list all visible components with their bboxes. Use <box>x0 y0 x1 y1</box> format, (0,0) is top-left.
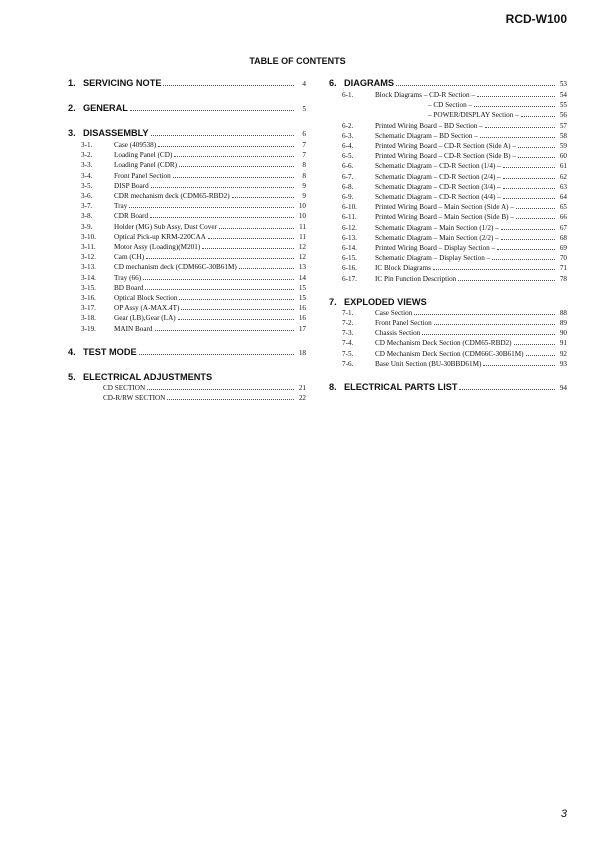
toc-entry[interactable] <box>68 273 306 283</box>
toc-entry[interactable] <box>68 242 306 252</box>
entry-number: 6-5. <box>342 152 354 161</box>
entry-title: Printed Wiring Board – CD-R Section (Side B) – <box>375 152 516 161</box>
entry-number: 3-1. <box>81 141 93 149</box>
entry-number: 3-19. <box>81 324 96 333</box>
entry-title: Schematic Diagram – Main Section (1/2) – <box>375 223 499 232</box>
section-title: DISASSEMBLY <box>83 128 149 138</box>
toc-entry[interactable] <box>329 263 567 273</box>
dot-leader <box>503 162 555 168</box>
entry-title: CD Mechanism Deck Section (CDM66C-30B61M) <box>375 349 524 358</box>
entry-title: – POWER/DISPLAY Section – <box>428 111 519 120</box>
section-title: GENERAL <box>83 103 128 113</box>
entry-page: 58 <box>559 131 567 140</box>
entry-page: 57 <box>559 121 567 130</box>
entry-page: 60 <box>559 152 567 161</box>
dot-leader <box>150 212 294 218</box>
entry-title: Motor Assy (Loading)(M201) <box>114 243 201 252</box>
section-number: 1. <box>68 78 76 88</box>
dot-leader <box>516 203 555 209</box>
entry-title: Gear (LB),Gear (LA) <box>114 314 176 323</box>
section-number: 7. <box>329 296 337 307</box>
entry-title: Printed Wiring Board – BD Section – <box>375 121 483 130</box>
dot-leader <box>151 182 294 188</box>
toc-right-column <box>329 78 567 407</box>
entry-number: 3-5. <box>81 181 93 190</box>
toc-entry[interactable] <box>329 308 567 318</box>
dot-leader <box>434 319 555 325</box>
entry-title: Schematic Diagram – Display Section – <box>375 254 491 263</box>
toc-entry[interactable] <box>329 243 567 253</box>
entry-number: 3-10. <box>81 232 96 241</box>
toc-entry[interactable] <box>329 202 567 212</box>
entry-page: 63 <box>559 182 567 191</box>
entry-title: Base Unit Section (BU-30BBD61M) <box>375 359 482 368</box>
entry-number: 7-4. <box>342 339 354 348</box>
entry-number: 6-2. <box>342 121 354 130</box>
toc-entry[interactable] <box>329 223 567 233</box>
toc-section-heading[interactable] <box>68 103 306 115</box>
dot-leader <box>239 263 294 269</box>
entry-number: 3-14. <box>81 273 96 282</box>
toc-section <box>68 128 306 334</box>
section-page: 4 <box>302 80 306 88</box>
entry-number: 6-4. <box>342 142 354 151</box>
toc-section-heading[interactable] <box>329 297 567 308</box>
toc-entry[interactable] <box>329 182 567 192</box>
toc-entry[interactable] <box>68 211 306 221</box>
dot-leader <box>503 183 555 189</box>
entry-page: 12 <box>298 253 306 262</box>
entry-page: 61 <box>559 162 567 171</box>
entry-page: 7 <box>302 151 306 160</box>
entry-page: 9 <box>302 181 306 190</box>
entry-number: 3-16. <box>81 294 96 303</box>
page-title: TABLE OF CONTENTS <box>249 56 346 66</box>
entry-title: BD Board <box>114 283 144 292</box>
dot-leader <box>163 79 294 86</box>
entry-title: CDR mechanism deck (CDM65-RBD2) <box>114 192 230 201</box>
entry-page: 22 <box>298 394 306 403</box>
entry-number: 3-17. <box>81 304 96 313</box>
toc-entry[interactable] <box>68 150 306 160</box>
dot-leader <box>518 152 555 158</box>
entry-title: Optical Pick-up KRM-220CAA <box>114 232 206 241</box>
entry-number: 6-16. <box>342 264 357 273</box>
dot-leader <box>179 161 294 167</box>
entry-page: 16 <box>298 314 306 323</box>
toc-section <box>68 78 306 90</box>
entry-page: 91 <box>559 339 567 348</box>
dot-leader <box>129 202 294 208</box>
entry-page: 88 <box>559 308 567 317</box>
toc-section <box>329 297 567 369</box>
section-title: EXPLODED VIEWS <box>344 296 427 307</box>
entry-title: CD SECTION <box>103 383 146 392</box>
section-title: ELECTRICAL PARTS LIST <box>344 382 458 393</box>
entry-title: CD Mechanism Deck Section (CDM65-RBD2) <box>375 339 512 348</box>
entry-title: Cam (CH) <box>114 253 145 262</box>
entry-page: 56 <box>559 111 567 120</box>
dot-leader <box>485 122 555 128</box>
entry-title: Printed Wiring Board – Main Section (Side A) – <box>375 203 514 212</box>
entry-title: CDR Board <box>114 212 149 221</box>
toc-section <box>68 372 306 403</box>
dot-leader <box>179 294 294 300</box>
toc-entry[interactable] <box>329 328 567 338</box>
entry-page: 71 <box>559 264 567 273</box>
dot-leader <box>458 275 555 281</box>
page-number: 3 <box>560 808 567 820</box>
entry-number: 3-12. <box>81 253 96 262</box>
entry-title: CD-R/RW SECTION <box>103 394 166 403</box>
dot-leader <box>459 383 555 390</box>
toc-section-heading[interactable] <box>68 347 306 359</box>
entry-page: 9 <box>302 192 306 201</box>
entry-title: MAIN Board <box>114 324 153 333</box>
entry-page: 8 <box>302 161 306 170</box>
toc-entry[interactable] <box>329 253 567 263</box>
toc-entry[interactable] <box>68 160 306 170</box>
entry-page: 66 <box>559 213 567 222</box>
entry-title: Printed Wiring Board – CD-R Section (Side A) – <box>375 142 516 151</box>
toc-entry[interactable] <box>329 121 567 131</box>
entry-number: 6-8. <box>342 182 354 191</box>
dot-leader <box>422 329 555 335</box>
entry-title: Holder (MG) Sub Assy, Dust Cover <box>114 222 217 231</box>
dot-leader <box>181 304 294 310</box>
dot-leader <box>139 348 294 355</box>
toc-entry[interactable] <box>329 233 567 243</box>
entry-page: 21 <box>298 383 306 392</box>
section-number: 6. <box>329 78 337 88</box>
section-page: 6 <box>302 130 306 138</box>
entry-title: Tray <box>114 202 128 211</box>
toc-section-heading[interactable] <box>68 372 306 383</box>
entry-number: 3-8. <box>81 212 93 221</box>
entry-page: 17 <box>298 324 306 333</box>
toc-entry[interactable] <box>68 171 306 181</box>
entry-title: Block Diagrams – CD-R Section – <box>375 91 476 99</box>
toc-entry[interactable] <box>68 181 306 191</box>
section-title: TEST MODE <box>83 346 137 357</box>
entry-page: 65 <box>559 203 567 212</box>
section-number: 5. <box>68 371 76 382</box>
entry-title: Case (409538) <box>114 141 157 149</box>
entry-page: 15 <box>298 294 306 303</box>
entry-number: 6-7. <box>342 172 354 181</box>
dot-leader <box>497 244 555 250</box>
entry-title: Tray (66) <box>114 273 142 282</box>
entry-page: 78 <box>559 274 567 283</box>
dot-leader <box>480 132 555 138</box>
toc-entry[interactable] <box>329 100 567 110</box>
entry-number: 3-13. <box>81 263 96 272</box>
entry-number: 6-14. <box>342 244 357 253</box>
entry-title: Schematic Diagram – CD-R Section (2/4) – <box>375 172 501 181</box>
section-title: SERVICING NOTE <box>83 78 162 88</box>
entry-page: 68 <box>559 233 567 242</box>
entry-page: 15 <box>298 283 306 292</box>
entry-number: 3-2. <box>81 151 93 160</box>
dot-leader <box>151 129 294 136</box>
section-number: 4. <box>68 346 76 357</box>
entry-page: 70 <box>559 254 567 263</box>
entry-page: 10 <box>298 202 306 211</box>
dot-leader <box>501 234 555 240</box>
toc-section <box>68 347 306 359</box>
dot-leader <box>167 394 294 400</box>
section-number: 3. <box>68 128 76 138</box>
toc-entry[interactable] <box>68 303 306 313</box>
dot-leader <box>208 233 294 239</box>
toc-entry[interactable] <box>329 318 567 328</box>
entry-title: IC Block Diagrams <box>375 264 431 273</box>
toc-entry[interactable] <box>68 191 306 201</box>
dot-leader <box>146 253 294 259</box>
section-page: 5 <box>302 105 306 113</box>
dot-leader <box>518 142 555 148</box>
entry-title: DISP Board <box>114 181 149 190</box>
model-name: RCD-W100 <box>505 12 567 26</box>
toc-section <box>68 103 306 115</box>
entry-page: 55 <box>559 101 567 110</box>
toc-entry[interactable] <box>329 131 567 141</box>
entry-title: Optical Block Section <box>114 294 178 303</box>
entry-number: 6-15. <box>342 254 357 263</box>
dot-leader <box>143 274 294 280</box>
entry-number: 6-10. <box>342 203 357 212</box>
section-page: 94 <box>559 384 567 393</box>
entry-page: 54 <box>559 91 567 99</box>
toc-entry[interactable] <box>329 90 567 100</box>
entry-title: Schematic Diagram – CD-R Section (3/4) – <box>375 182 501 191</box>
entry-number: 3-6. <box>81 192 93 201</box>
dot-leader <box>503 193 555 199</box>
toc-entry[interactable] <box>68 201 306 211</box>
entry-number: 6-9. <box>342 193 354 202</box>
entry-page: 69 <box>559 244 567 253</box>
dot-leader <box>521 111 555 117</box>
entry-number: 7-3. <box>342 329 354 338</box>
entry-number: 7-6. <box>342 359 354 368</box>
dot-leader <box>173 172 294 178</box>
dot-leader <box>219 223 294 229</box>
toc-entry[interactable] <box>329 151 567 161</box>
entry-number: 6-3. <box>342 131 354 140</box>
dot-leader <box>503 173 555 179</box>
dot-leader <box>158 141 294 147</box>
entry-page: 62 <box>559 172 567 181</box>
entry-title: Schematic Diagram – CD-R Section (4/4) – <box>375 193 501 202</box>
entry-number: 3-18. <box>81 314 96 323</box>
entry-number: 3-11. <box>81 243 96 252</box>
toc-entry[interactable] <box>68 313 306 323</box>
toc-entry[interactable] <box>68 383 306 393</box>
dot-leader <box>147 384 294 390</box>
toc-entry[interactable] <box>68 324 306 334</box>
toc-section <box>329 382 567 394</box>
toc-section-heading[interactable] <box>329 78 567 90</box>
entry-page: 67 <box>559 223 567 232</box>
toc-entry[interactable] <box>68 283 306 293</box>
entry-number: 6-6. <box>342 162 354 171</box>
entry-number: 3-9. <box>81 222 93 231</box>
entry-page: 16 <box>298 304 306 313</box>
section-title: DIAGRAMS <box>344 78 395 88</box>
dot-leader <box>483 360 555 366</box>
section-title: ELECTRICAL ADJUSTMENTS <box>83 371 213 382</box>
entry-number: 6-13. <box>342 233 357 242</box>
entry-page: 8 <box>302 171 306 180</box>
entry-title: Schematic Diagram – BD Section – <box>375 131 478 140</box>
entry-number: 3-4. <box>81 171 93 180</box>
entry-page: 11 <box>299 222 306 231</box>
entry-title: Front Panel Section <box>375 319 432 328</box>
section-page: 18 <box>298 348 306 357</box>
section-number: 2. <box>68 103 76 113</box>
dot-leader <box>396 79 555 86</box>
dot-leader <box>474 101 555 107</box>
entry-title: Printed Wiring Board – Main Section (Side B) – <box>375 213 514 222</box>
entry-page: 89 <box>559 319 567 328</box>
entry-page: 7 <box>302 141 306 149</box>
entry-page: 13 <box>298 263 306 272</box>
dot-leader <box>178 314 294 320</box>
toc-section-heading[interactable] <box>329 382 567 394</box>
toc-entry[interactable] <box>68 252 306 262</box>
toc-entry[interactable] <box>329 110 567 120</box>
toc-entry[interactable] <box>329 359 567 369</box>
entry-number: 7-5. <box>342 349 354 358</box>
section-number: 8. <box>329 382 337 393</box>
entry-number: 6-1. <box>342 91 354 99</box>
dot-leader <box>516 213 555 219</box>
toc-entry[interactable] <box>329 349 567 359</box>
entry-number: 3-15. <box>81 283 96 292</box>
dot-leader <box>514 339 555 345</box>
entry-number: 6-12. <box>342 223 357 232</box>
toc-entry[interactable] <box>329 212 567 222</box>
toc-section-heading[interactable] <box>68 128 306 140</box>
toc-entry[interactable] <box>68 140 306 150</box>
toc-entry[interactable] <box>68 262 306 272</box>
entry-page: 14 <box>298 273 306 282</box>
entry-page: 93 <box>559 359 567 368</box>
entry-number: 6-11. <box>342 213 357 222</box>
dot-leader <box>145 284 294 290</box>
toc-entry[interactable] <box>68 293 306 303</box>
entry-page: 59 <box>559 142 567 151</box>
entry-page: 64 <box>559 193 567 202</box>
section-page: 53 <box>559 80 567 88</box>
dot-leader <box>414 309 555 315</box>
toc-entry[interactable] <box>68 232 306 242</box>
dot-leader <box>202 243 294 249</box>
entry-title: OP Assy (A-MAX.4T) <box>114 304 180 313</box>
entry-number: 3-3. <box>81 161 93 170</box>
entry-title: Loading Panel (CD) <box>114 151 173 160</box>
toc-entry[interactable] <box>329 161 567 171</box>
toc-entry[interactable] <box>329 192 567 202</box>
toc-entry[interactable] <box>329 172 567 182</box>
entry-number: 3-7. <box>81 202 93 211</box>
dot-leader <box>492 254 555 260</box>
entry-title: Schematic Diagram – Main Section (2/2) – <box>375 233 499 242</box>
toc-entry[interactable] <box>68 222 306 232</box>
entry-number: 7-2. <box>342 319 354 328</box>
entry-page: 11 <box>299 232 306 241</box>
entry-number: 7-1. <box>342 308 354 317</box>
toc-section <box>329 78 567 284</box>
dot-leader <box>232 192 294 198</box>
entry-title: Case Section <box>375 308 413 317</box>
dot-leader <box>433 264 555 270</box>
dot-leader <box>526 350 555 356</box>
entry-title: IC Pin Function Description <box>375 274 457 283</box>
dot-leader <box>501 224 555 230</box>
toc-left-column <box>68 78 306 416</box>
entry-number: 6-17. <box>342 274 357 283</box>
dot-leader <box>477 91 555 97</box>
toc-entry[interactable] <box>329 141 567 151</box>
entry-title: Front Panel Section <box>114 171 171 180</box>
entry-title: Loading Panel (CDR) <box>114 161 178 170</box>
entry-page: 10 <box>298 212 306 221</box>
entry-title: Printed Wiring Board – Display Section – <box>375 244 496 253</box>
entry-title: Chassis Section <box>375 329 421 338</box>
entry-title: – CD Section – <box>428 101 473 110</box>
toc-section-heading[interactable] <box>68 78 306 90</box>
dot-leader <box>130 104 294 111</box>
entry-title: Schematic Diagram – CD-R Section (1/4) – <box>375 162 501 171</box>
toc-entry[interactable] <box>329 338 567 348</box>
entry-page: 90 <box>559 329 567 338</box>
toc-entry[interactable] <box>329 274 567 284</box>
entry-page: 92 <box>559 349 567 358</box>
entry-title: CD mechanism deck (CDM66C-30B61M) <box>114 263 237 272</box>
entry-page: 12 <box>298 243 306 252</box>
dot-leader <box>174 151 294 157</box>
toc-entry[interactable] <box>68 393 306 403</box>
dot-leader <box>155 325 294 331</box>
